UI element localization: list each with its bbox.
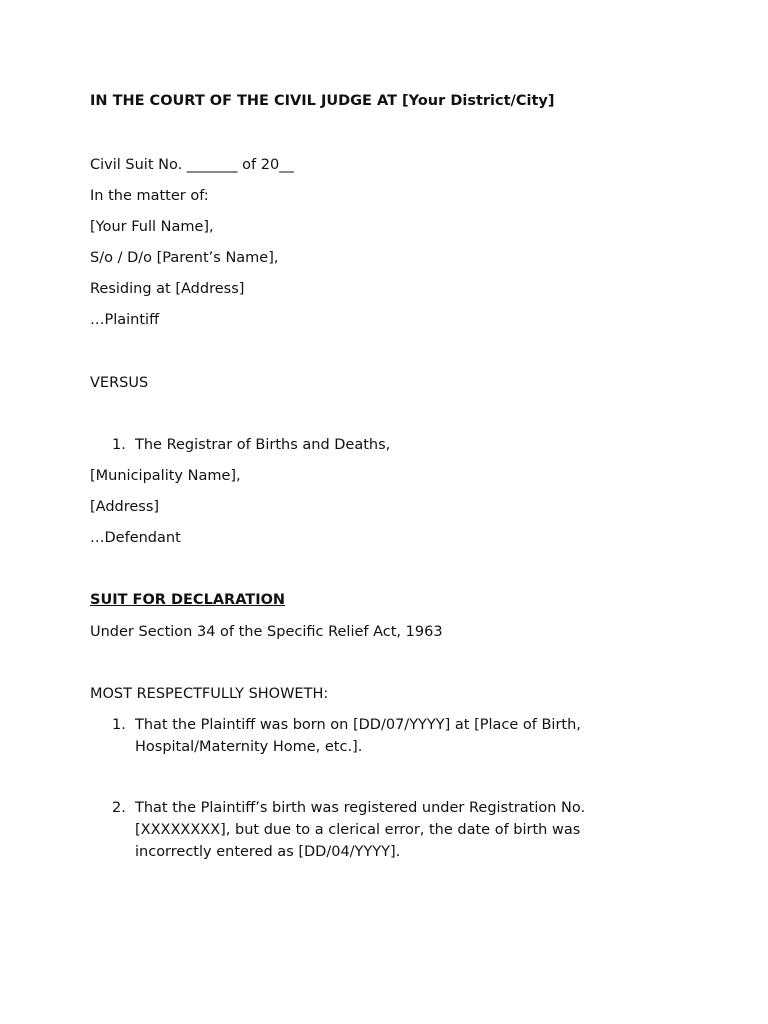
suit-title: SUIT FOR DECLARATION bbox=[90, 592, 286, 608]
defendant-role: …Defendant bbox=[90, 530, 181, 546]
court-heading: IN THE COURT OF THE CIVIL JUDGE AT [Your District/City] bbox=[90, 93, 555, 109]
paragraph-number: 2. bbox=[112, 800, 126, 816]
plaintiff-parent: S/o / D/o [Parent’s Name], bbox=[90, 250, 279, 266]
suit-number: Civil Suit No. _______ of 20__ bbox=[90, 157, 294, 173]
paragraph-text: That the Plaintiff’s birth was registered under Registration No. [XXXXXXXX], but due to a clerical error, the date of birth was incorrectly entered as [DD/04/YYYY]. bbox=[135, 800, 586, 860]
defendant-municipality: [Municipality Name], bbox=[90, 468, 241, 484]
defendant-address: [Address] bbox=[90, 499, 160, 515]
defendant-number: 1. bbox=[112, 437, 126, 453]
plaintiff-name: [Your Full Name], bbox=[90, 219, 214, 235]
plaintiff-address: Residing at [Address] bbox=[90, 281, 245, 297]
paragraph-number: 1. bbox=[112, 717, 126, 733]
statute-reference: Under Section 34 of the Specific Relief Act, 1963 bbox=[90, 624, 443, 640]
in-the-matter-label: In the matter of: bbox=[90, 188, 209, 204]
showeth-label: MOST RESPECTFULLY SHOWETH: bbox=[90, 686, 329, 702]
defendant-name: The Registrar of Births and Deaths, bbox=[135, 437, 391, 453]
plaintiff-role: …Plaintiff bbox=[90, 312, 160, 328]
versus-label: VERSUS bbox=[90, 375, 149, 391]
paragraph-text: That the Plaintiff was born on [DD/07/YYYY] at [Place of Birth, Hospital/Maternity Home, etc.]. bbox=[135, 717, 581, 755]
